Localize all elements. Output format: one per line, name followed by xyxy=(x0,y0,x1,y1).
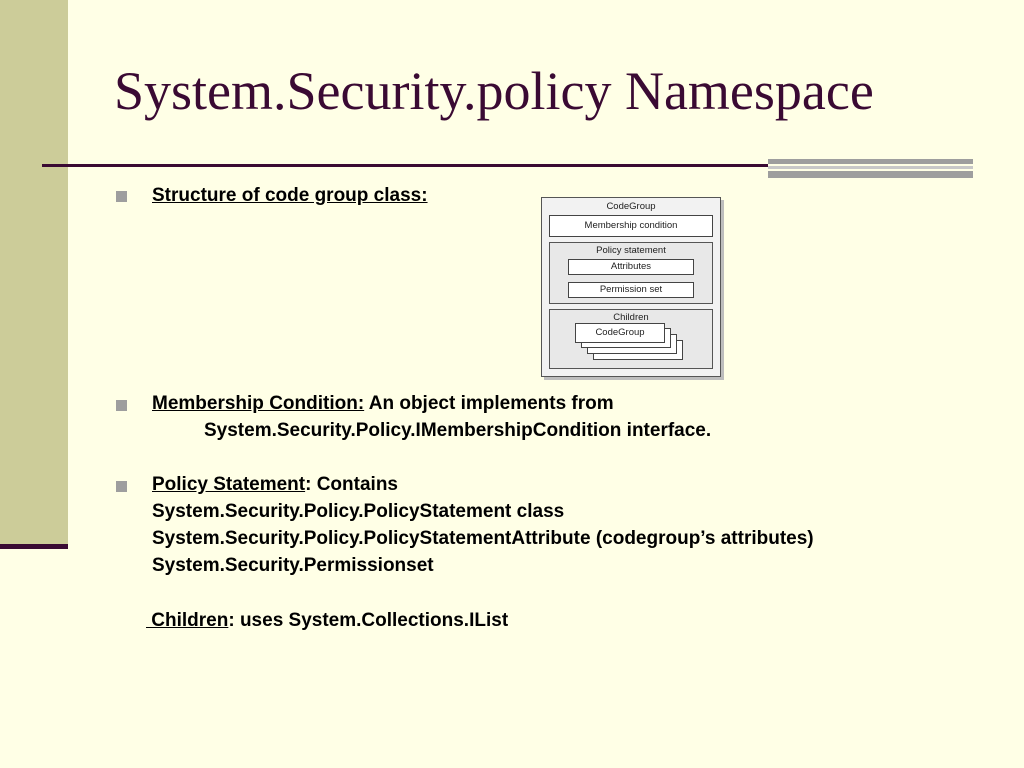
decorative-bar xyxy=(768,159,973,164)
permissionset-text: System.Security.Permissionset xyxy=(152,555,434,576)
bullet-square-icon xyxy=(116,191,127,202)
permission-set-label: Permission set xyxy=(599,284,663,295)
decorative-bar-gap xyxy=(768,166,973,169)
child-codegroup-label: CodeGroup xyxy=(595,327,645,338)
policy-heading: Policy Statement xyxy=(152,474,306,495)
membership-heading: Membership Condition: xyxy=(152,393,365,414)
codegroup-label: CodeGroup xyxy=(606,201,656,212)
title-divider xyxy=(42,164,768,167)
policy-text: : Contains xyxy=(305,474,398,495)
children-heading: Children xyxy=(146,610,229,631)
left-accent-bar xyxy=(0,544,68,549)
bullet-square-icon xyxy=(116,400,127,411)
slide-title: System.Security.policy Namespace xyxy=(114,61,874,121)
membership-condition-label: Membership condition xyxy=(584,220,678,231)
decorative-bar xyxy=(768,171,973,178)
attributes-label: Attributes xyxy=(610,261,652,272)
policy-attribute-text: System.Security.Policy.PolicyStatementAttribute (codegroup’s attributes) xyxy=(152,528,814,549)
children-text: : uses System.Collections.IList xyxy=(228,610,509,631)
policy-statement-label: Policy statement xyxy=(596,245,666,256)
membership-text: An object implements from xyxy=(364,393,614,414)
bullet-square-icon xyxy=(116,481,127,492)
membership-interface-text: System.Security.Policy.IMembershipCondition interface. xyxy=(204,420,712,441)
policy-line xyxy=(152,471,398,498)
children-label: Children xyxy=(613,312,649,323)
left-accent-band xyxy=(0,0,68,545)
structure-heading: Structure of code group class: xyxy=(152,185,428,206)
policy-statement-class-text: System.Security.Policy.PolicyStatement class xyxy=(152,501,565,522)
membership-line xyxy=(152,390,614,417)
children-line xyxy=(146,607,508,634)
codegroup-diagram xyxy=(541,197,721,377)
